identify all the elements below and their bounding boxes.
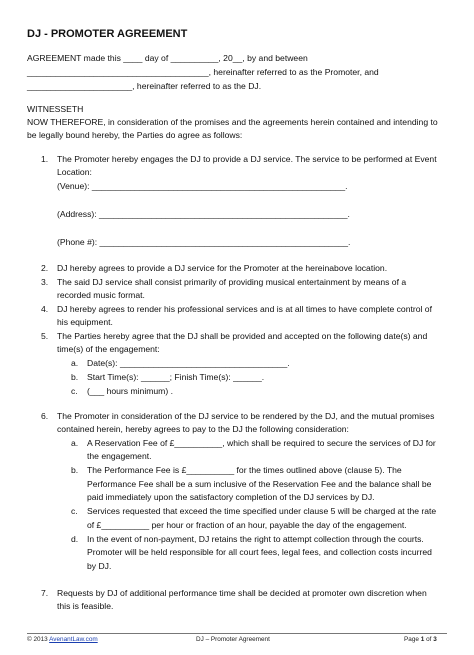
sub-line: of £__________ per hour or fraction of an hour, payable the day of the engagement. (87, 520, 407, 530)
footer-page-number: Page 1 of 3 (404, 636, 437, 643)
clause-number: 2. (41, 263, 49, 273)
address-field[interactable]: (Address): ____________________________________________________. (57, 209, 350, 219)
clause-line: The Promoter in consideration of the DJ service to be rendered by the DJ, and the mutual promises (57, 411, 435, 421)
hours-field[interactable]: (___ hours minimum) . (87, 386, 173, 396)
document-title: DJ - PROMOTER AGREEMENT (27, 28, 188, 40)
clause-line: Requests by DJ of additional performance time shall be decided at promoter own discretion when (57, 588, 427, 598)
sub-line: Performance Fee shall be a sum inclusive of the Reservation Fee and the balance shall be (87, 479, 432, 489)
sub-line: Promoter will be held responsible for all court fees, legal fees, and collection costs incurred (87, 547, 432, 557)
clause-line: time(s) of the engagement: (57, 344, 160, 354)
clause-line: recorded music format. (57, 290, 145, 300)
footer-divider (27, 633, 447, 634)
clause-line: The said DJ service shall consist primarily of providing musical entertainment by means of a (57, 277, 407, 287)
clause-line: DJ hereby agrees to provide a DJ service for the Promoter at the hereinabove location. (57, 263, 388, 273)
phone-field[interactable]: (Phone #): ____________________________________________________. (57, 237, 351, 247)
clause-line: his equipment. (57, 317, 113, 327)
footer-left (27, 636, 98, 644)
witnesseth-heading: WITNESSETH (27, 104, 84, 114)
intro-line: ______________________, hereinafter referred to as the DJ. (27, 81, 262, 91)
sub-letter: c. (71, 386, 78, 396)
clause-line: this is feasible. (57, 601, 114, 611)
sub-letter: b. (71, 372, 79, 382)
sub-line: A Reservation Fee of £__________, which shall be required to secure the services of DJ for (87, 438, 436, 448)
clause-line: DJ hereby agrees to render his professional services and is at all times to have complete control of (57, 304, 432, 314)
clause-line: The Promoter hereby engages the DJ to provide a DJ service. The service to be performed at Event (57, 154, 437, 164)
clause-line: contained herein, hereby agrees to pay to the DJ the following consideration: (57, 424, 349, 434)
clause-number: 3. (41, 277, 49, 287)
clause-line: The Parties hereby agree that the DJ shall be provided and accepted on the following date(s) and (57, 331, 428, 341)
sub-line: by DJ. (87, 561, 112, 571)
sub-line: The Performance Fee is £__________ for the times outlined above (clause 5). The (87, 465, 402, 475)
intro-line: AGREEMENT made this ____ day of __________, 20__, by and between (27, 53, 308, 63)
sub-line: the engagement. (87, 451, 152, 461)
intro-line: ______________________________________, hereinafter referred to as the Promoter, and (27, 67, 379, 77)
clause-number: 1. (41, 154, 49, 164)
clause-number: 7. (41, 588, 49, 598)
footer-copyright: © 2013 (27, 636, 48, 643)
sub-letter: c. (71, 506, 78, 516)
sub-line: In the event of non-payment, DJ retains the right to attempt collection through the courts. (87, 534, 424, 544)
sub-letter: a. (71, 358, 79, 368)
venue-field[interactable]: (Venue): _____________________________________________________. (57, 181, 348, 191)
sub-line: paid immediately upon the satisfactory completion of the DJ services by DJ. (87, 492, 375, 502)
footer-site-link[interactable]: AvenantLaw.com (49, 636, 98, 643)
sub-line: Services requested that exceed the time specified under clause 5 will be charged at the rate (87, 506, 437, 516)
footer-title: DJ – Promoter Agreement (196, 636, 270, 643)
date-field[interactable]: Date(s): ___________________________________. (87, 358, 290, 368)
sub-letter: a. (71, 438, 79, 448)
sub-letter: b. (71, 465, 79, 475)
sub-letter: d. (71, 534, 79, 544)
clause-number: 6. (41, 411, 49, 421)
recital-line: NOW THEREFORE, in consideration of the promises and the agreements herein contained and intending to (27, 117, 438, 127)
clause-number: 4. (41, 304, 49, 314)
clause-number: 5. (41, 331, 49, 341)
recital-line: be legally bound hereby, the Parties do agree as follows: (27, 130, 243, 140)
clause-line: Location: (57, 167, 92, 177)
time-field[interactable]: Start Time(s): ______; Finish Time(s): ______. (87, 372, 265, 382)
